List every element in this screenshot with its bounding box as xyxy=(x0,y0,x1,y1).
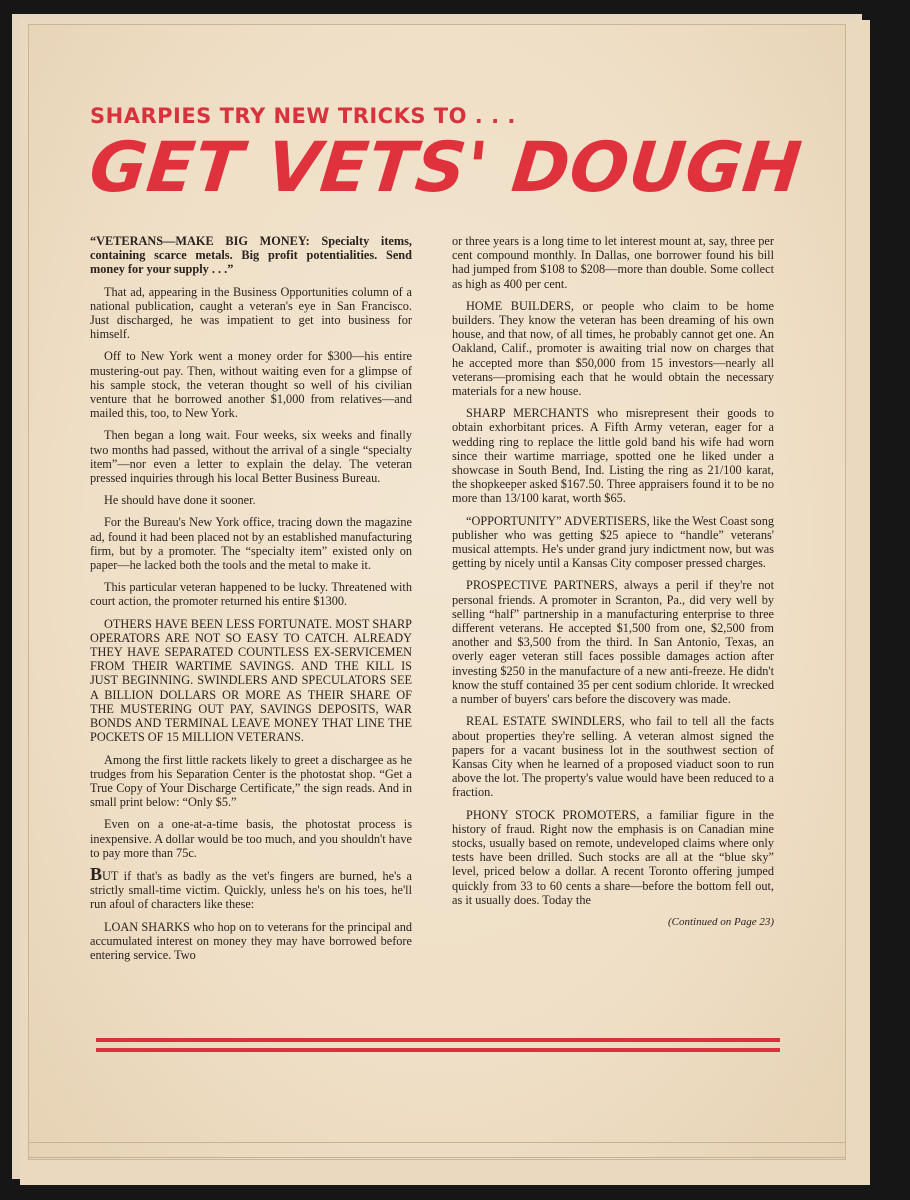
page-edge-lines xyxy=(28,1142,846,1158)
paragraph: “VETERANS—MAKE BIG MONEY: Specialty items, containing scarce metals. Big profit potentialities. Send money for your supply . . .” xyxy=(90,234,412,277)
paragraph: Even on a one-at-a-time basis, the photostat process is inexpensive. A dollar would be too much, and you shouldn't have to pay more than 75c. xyxy=(90,817,412,860)
kicker-headline: SHARPIES TRY NEW TRICKS TO . . . xyxy=(90,104,516,128)
paragraph: “OPPORTUNITY” ADVERTISERS, like the West Coast song publisher who was getting $25 apiece to “handle” veterans' musical attempts. He's under grand jury indictment now, but was getting by nicely until a Kansas City composer pressed charges. xyxy=(452,513,774,571)
paragraph: Among the first little rackets likely to greet a dischargee as he trudges from his Separation Center is the photostat shop. “Get a True Copy of Your Discharge Certificate,” the sign reads. And in small print below: “Only $5.” xyxy=(90,752,412,810)
red-rule-top xyxy=(96,1038,780,1042)
main-headline: GET VETS' DOUGH xyxy=(85,128,806,208)
paragraph: REAL ESTATE SWINDLERS, who fail to tell all the facts about properties they're selling. A veteran almost signed the papers for a vacant business lot in the southwest section of Kansas City when he learned of a proposed viaduct soon to run above the lot. The property's value would have been reduced to a fraction. xyxy=(452,714,774,800)
paragraph: SHARP MERCHANTS who misrepresent their goods to obtain exhorbitant prices. A Fifth Army veteran, eager for a wedding ring to replace the little gold band his wife had worn since their wartime marriage, spotted one he liked under a showcase in South Bend, Ind. Listing the ring as 21/100 karat, the shopkeeper asked $167.50. Three appraisers found it to be no more than 13/100 karat, worth $65. xyxy=(452,406,774,506)
paragraph: OTHERS HAVE BEEN LESS FORTUNATE. MOST SHARP OPERATORS ARE NOT SO EASY TO CATCH. ALREADY THEY HAVE SEPARATED COUNTLESS EX-SERVICEMEN FROM THEIR WARTIME SAVINGS. AND THE KILL IS JUST BEGINNING. SWINDLERS AND SPECULATORS SEE A BILLION DOLLARS OR MORE AS THEIR SHARE OF THE MUSTERING OUT PAY, SAVINGS DEPOSITS, WAR BONDS AND TERMINAL LEAVE MONEY THAT LINE THE POCKETS OF 15 MILLION VETERANS. xyxy=(90,616,412,745)
paragraph: HOME BUILDERS, or people who claim to be home builders. They know the veteran has been dreaming of his own house, and that now, of all times, he probably cannot get one. An Oakland, Calif., promoter is awaiting trial now on charges that he accepted more than $50,000 from 15 investors—nearly all veterans—promising each that he would obtain the necessary materials for a new house. xyxy=(452,298,774,399)
paragraph: This particular veteran happened to be lucky. Threatened with court action, the promoter returned his entire $1300. xyxy=(90,580,412,609)
paragraph: or three years is a long time to let interest mount at, say, three per cent compound monthly. In Dallas, one borrower found his bill had jumped from $108 to $208—more than double. Some collect as high as 400 per cent. xyxy=(452,234,774,291)
paragraph: Then began a long wait. Four weeks, six weeks and finally two months had passed, without the arrival of a single “specialty item”—nor even a letter to explain the delay. The veteran pressed inquiries through his local Better Business Bureau. xyxy=(90,428,412,486)
paragraph: LOAN SHARKS who hop on to veterans for the principal and accumulated interest on money they may have borrowed before entering service. Two xyxy=(90,919,412,962)
magazine-page xyxy=(28,24,846,1160)
paragraph: He should have done it sooner. xyxy=(104,493,256,508)
paragraph xyxy=(90,863,412,912)
continued-note: (Continued on Page 23) xyxy=(667,915,774,928)
drop-cap: B xyxy=(90,863,103,884)
paragraph: PROSPECTIVE PARTNERS, always a peril if they're not personal friends. A promoter in Scranton, Pa., did very well by selling “half” partnership in a manufacturing enterprise to three different veterans. He accepted $1,500 from one, $2,500 from another and $3,500 from the third. In San Antonio, Texas, an overly eager veteran still faces possible damages action after investing $250 in the manufacture of a new anti-freeze. He didn't know the stuff contained 35 per cent sodium chloride. It wrecked a number of buyers' cars before the discovery was made. xyxy=(452,578,774,707)
paragraph: PHONY STOCK PROMOTERS, a familiar figure in the history of fraud. Right now the emphasis is on Canadian mine stocks, usually based on remote, undeveloped claims where only tests have been drilled. Such stocks are all at the “blue sky” level, priced below a dollar. A recent Toronto offering jumped quickly from 33 to 60 cents a share—before the bottom fell out, as it usually does. Today the xyxy=(452,807,774,907)
red-rule-bottom xyxy=(96,1048,780,1052)
paragraph: For the Bureau's New York office, tracing down the magazine ad, found it had been placed not by an established manufacturing firm, but by a promoter. The “specialty item” existed only on paper—he lacked both the tools and the metal to make it. xyxy=(90,515,412,573)
right-column xyxy=(452,234,774,929)
paragraph-text: UT if that's as badly as the vet's fingers are burned, he's a strictly small-time victim. Quickly, unless he's on his toes, he'll run afoul of characters like these: xyxy=(90,868,412,912)
paragraph: That ad, appearing in the Business Opportunities column of a national publication, caught a veteran's eye in San Francisco. Just discharged, he was impatient to get into business for himself. xyxy=(90,284,412,342)
left-column xyxy=(90,234,412,970)
paragraph: Off to New York went a money order for $300—his entire mustering-out pay. Then, without waiting even for a glimpse of his sample stock, the veteran thought so well of his civilian venture that he borrowed another $1,000 from relatives—and mailed this, too, to New York. xyxy=(90,349,412,421)
